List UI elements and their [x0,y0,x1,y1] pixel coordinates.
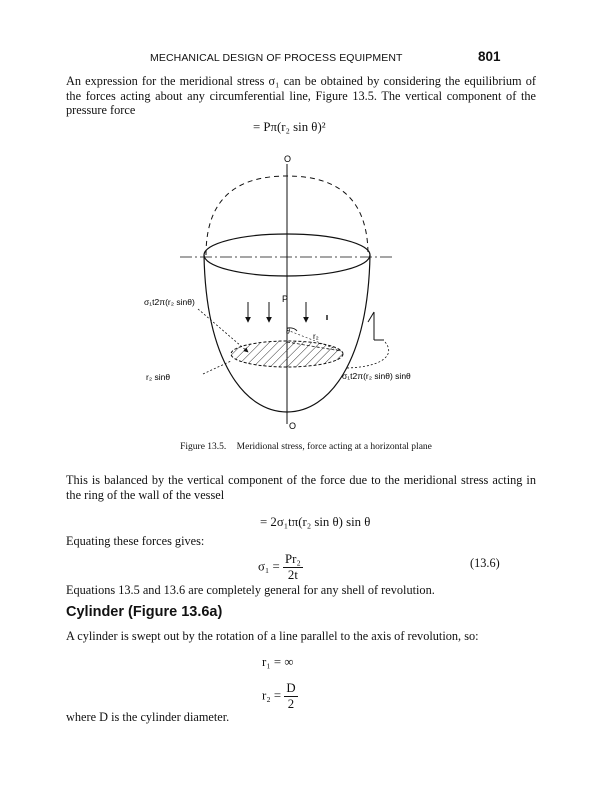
equation-13-6-numerator: Pr₂ [284,552,301,566]
equation-13-6-fraction [283,553,303,582]
caption-label: Figure 13.5. [180,442,227,452]
label-bottom-o: O [289,421,297,431]
paragraph-meridional-stress: An expression for the meridional stress σ₁ can be obtained by considering the equilibrium of the forces acting about any circumferential line, Figure 13.5. The vertical component of the pressure force [66,74,536,117]
vertical-force-tip [368,312,374,322]
paragraph-equating: Equating these forces gives: [66,534,205,548]
equation-pressure-force: = Pπ(r₂ sin θ)² [253,120,326,134]
paragraph-general: Equations 13.5 and 13.6 are completely general for any shell of revolution. [66,583,435,597]
equation-r2-lhs: r₂ = [262,688,282,703]
label-force-left: σ₁t2π(r₂ sinθ) [144,297,195,307]
equation-r1: r₁ = ∞ [262,655,294,669]
figure-diagram [120,152,480,432]
equation-13-6-denominator: 2t [287,568,298,582]
hatched-section [231,341,343,367]
equation-13-6 [258,553,303,582]
paragraph-diameter: where D is the cylinder diameter. [66,710,230,724]
caption-text: Meridional stress, force acting at a horizontal plane [236,442,432,452]
equation-r2 [262,682,298,711]
label-theta: θ [286,327,290,336]
label-p: P [282,294,289,304]
section-heading-cylinder: Cylinder (Figure 13.6a) [66,604,223,620]
force-arrow-left [198,309,248,352]
page-number: 801 [478,49,501,64]
equation-r2-numerator: D [286,681,296,695]
equation-r2-denominator: 2 [287,697,295,711]
figure-13-5 [120,152,480,432]
running-head [0,48,612,68]
equation-13-6-lhs: σ₁ = [258,559,280,574]
paragraph-cylinder: A cylinder is swept out by the rotation of a line parallel to the axis of revolution, so: [66,629,479,643]
label-force-right: σ₁t2π(r₂ sinθ) sinθ [342,371,411,381]
equation-meridional-force: = 2σ₁tπ(r₂ sin θ) sin θ [260,515,371,529]
paragraph-balance: This is balanced by the vertical component of the force due to the meridional stress acting in the ring of the wall of the vessel [66,473,536,502]
equation-number-13-6: (13.6) [470,556,500,570]
figure-caption [0,442,612,452]
label-r2: r₂ [313,332,319,341]
label-radius: r₂ sinθ [146,372,171,382]
label-top-o: O [284,154,292,164]
running-title: MECHANICAL DESIGN OF PROCESS EQUIPMENT [150,52,403,64]
equation-r2-fraction [284,682,297,711]
